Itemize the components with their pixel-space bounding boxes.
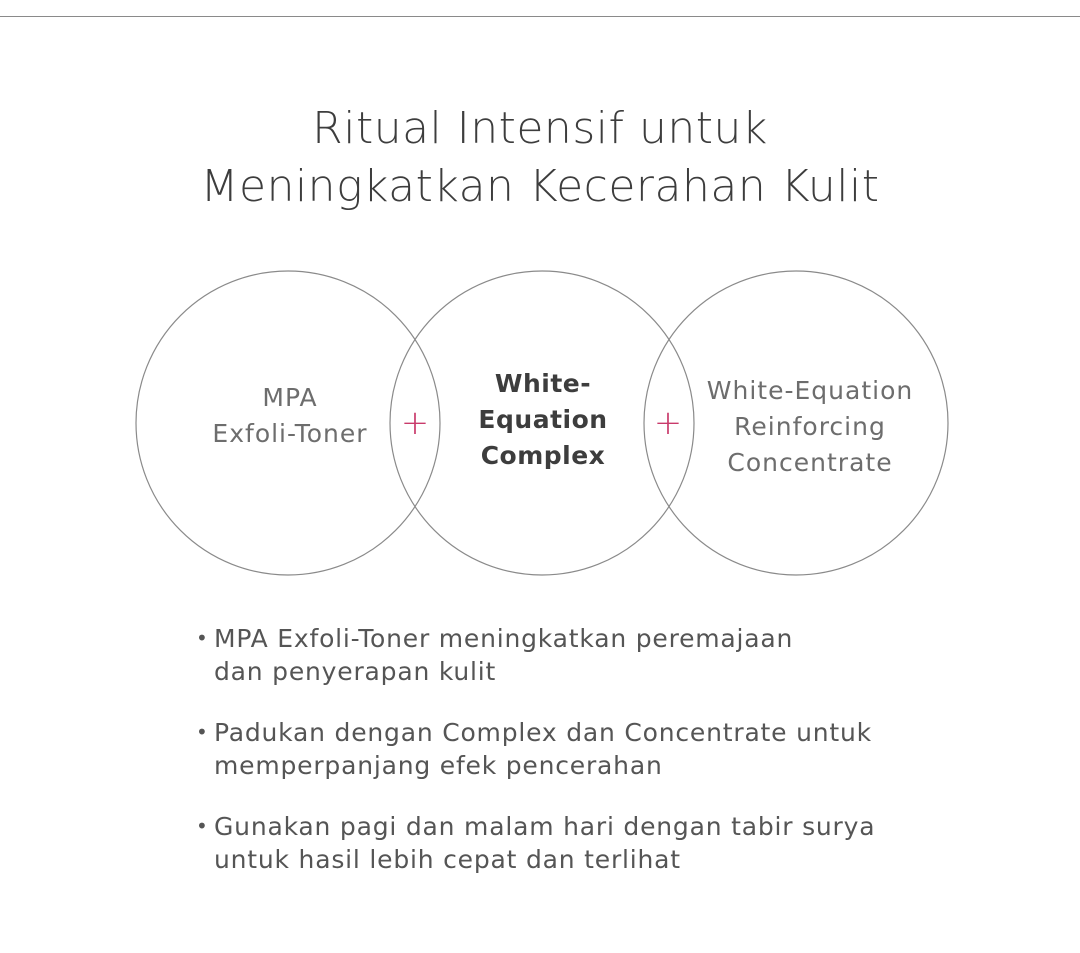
list-item xyxy=(196,810,956,876)
plus-icon: + xyxy=(653,403,683,443)
circle-right-label xyxy=(680,373,940,481)
circle-right-label-line-1: White-Equation xyxy=(706,376,914,405)
bullet-icon: • xyxy=(196,814,209,838)
circle-right-label-line-2: Reinforcing xyxy=(734,412,886,441)
title-line-1: Ritual Intensif untuk xyxy=(312,103,768,154)
list-item xyxy=(196,716,956,782)
circle-middle-label-line-1: White- xyxy=(494,369,592,398)
bullet-icon: • xyxy=(196,626,209,650)
list-item xyxy=(196,622,956,688)
list-item-line-1: Padukan dengan Complex dan Concentrate untuk xyxy=(214,718,872,747)
list-item-line-1: Gunakan pagi dan malam hari dengan tabir surya xyxy=(214,812,876,841)
circle-left-label-line-2: Exfoli-Toner xyxy=(212,419,368,448)
list-item-line-2: memperpanjang efek pencerahan xyxy=(214,751,663,780)
bullet-icon: • xyxy=(196,720,209,744)
circle-right-label-line-3: Concentrate xyxy=(727,448,893,477)
list-item-line-1: MPA Exfoli-Toner meningkatkan peremajaan xyxy=(214,624,794,653)
circle-middle-label-line-2: Equation xyxy=(478,405,608,434)
benefit-list xyxy=(196,622,956,904)
top-divider xyxy=(0,16,1080,17)
circle-left-label xyxy=(180,380,400,452)
plus-icon: + xyxy=(400,403,430,443)
page-title xyxy=(0,100,1080,216)
circle-middle-label xyxy=(443,366,643,474)
title-line-2: Meningkatkan Kecerahan Kulit xyxy=(200,161,880,212)
list-item-line-2: untuk hasil lebih cepat dan terlihat xyxy=(214,845,681,874)
circle-left-label-line-1: MPA xyxy=(262,383,318,412)
list-item-line-2: dan penyerapan kulit xyxy=(214,657,497,686)
circle-middle-label-line-3: Complex xyxy=(480,441,606,470)
